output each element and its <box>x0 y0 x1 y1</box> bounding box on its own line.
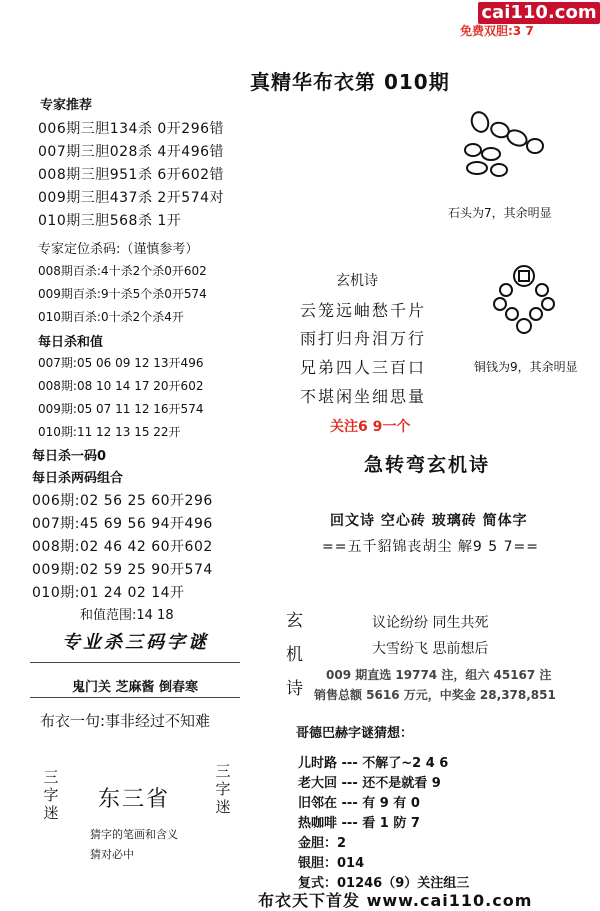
expert-row: 009期三胆437杀 2开574对 <box>38 190 225 206</box>
goldbach-heading: 哥德巴赫字谜猜想： <box>296 726 414 741</box>
goldbach-row: 热咖啡 --- 看 1 防 7 <box>298 816 420 831</box>
riddle-note: 猜对必中 <box>90 848 134 861</box>
coin-caption: 铜钱为9，其余明显 <box>474 360 578 374</box>
stone-caption: 石头为7，其余明显 <box>448 206 552 220</box>
daily-two-row: 009期:02 59 25 90开574 <box>32 562 213 578</box>
goldbach-row: 复式：01246（9）关注组三 <box>298 876 470 891</box>
xuanji-line: 大雪纷飞 思前想后 <box>372 641 489 657</box>
daily-two-heading: 每日杀两码组合 <box>32 471 124 486</box>
poem-types: 回文诗 空心砖 玻璃砖 简体字 <box>330 513 528 529</box>
poem-heading: 玄机诗 <box>336 273 378 289</box>
turn-title: 急转弯玄机诗 <box>364 454 491 476</box>
daily-two-row: 007期:45 69 56 94开496 <box>32 516 213 532</box>
riddle-main: 东三省 <box>98 787 171 812</box>
expert-row: 007期三胆028杀 4开496错 <box>38 144 225 160</box>
riddle-note: 猜字的笔画和含义 <box>90 828 178 841</box>
position-kill-row: 010期百杀:0十杀2个杀4开 <box>38 310 184 324</box>
daily-sum-row: 007期:05 06 09 12 13开496 <box>38 356 204 370</box>
footer-link[interactable]: 布衣天下首发 www.cai110.com <box>258 891 533 910</box>
buyi-line: 布衣一句:事非经过不知难 <box>40 712 211 730</box>
daily-sum-row: 008期:08 10 14 17 20开602 <box>38 379 204 393</box>
position-kill-row: 009期百杀:9十杀5个杀0开574 <box>38 287 207 301</box>
poem-line: 兄弟四人三百口 <box>300 358 427 377</box>
coins-illustration <box>488 260 568 340</box>
expert-heading: 专家推荐 <box>40 98 93 113</box>
sales-line: 009 期直选 19774 注，组六 45167 注 <box>326 668 552 682</box>
xuanji-char: 机 <box>286 645 303 665</box>
goldbach-row: 老大回 --- 还不是就看 9 <box>298 776 441 791</box>
page-title: 真精华布衣第 010期 <box>250 70 450 94</box>
riddle-label-left: 三字迷 <box>43 768 59 822</box>
solution-line: ==五千貂锦丧胡尘 解9 5 7== <box>322 539 539 555</box>
goldbach-row: 银胆：014 <box>298 856 365 871</box>
riddle-label-right: 三字迷 <box>215 762 231 816</box>
stones-illustration <box>455 108 555 180</box>
sales-line: 销售总额 5616 万元，中奖金 28,378,851 <box>314 688 556 702</box>
xuanji-line: 议论纷纷 同生共死 <box>372 615 489 631</box>
daily-two-row: 010期:01 24 02 14开 <box>32 585 185 601</box>
position-kill-row: 008期百杀:4十杀2个杀0开602 <box>38 264 207 278</box>
goldbach-row: 儿时路 --- 不解了~2 4 6 <box>298 756 449 771</box>
poem-line: 云笼远岫愁千片 <box>300 301 427 320</box>
goldbach-row: 旧邻在 --- 有 9 有 0 <box>298 796 420 811</box>
xuanji-char: 玄 <box>286 611 303 631</box>
expert-row: 006期三胆134杀 0开296错 <box>38 121 225 137</box>
daily-sum-row: 009期:05 07 11 12 16开574 <box>38 402 204 416</box>
divider <box>30 697 240 698</box>
expert-row: 008期三胆951杀 6开602错 <box>38 167 225 183</box>
daily-kill-one: 每日杀一码0 <box>32 449 107 464</box>
goldbach-row: 金胆：2 <box>298 836 347 851</box>
daily-sum-heading: 每日杀和值 <box>38 335 104 350</box>
poem-line: 雨打归舟泪万行 <box>300 329 427 348</box>
xuanji-char: 诗 <box>286 679 303 699</box>
divider <box>30 662 240 663</box>
expert-row: 010期三胆568杀 1开 <box>38 213 182 229</box>
poem-line: 不堪闲坐细思量 <box>300 387 427 406</box>
free-double-dan: 免费双胆:3 7 <box>460 24 534 38</box>
riddle-words: 鬼门关 芝麻酱 倒春寒 <box>72 680 199 695</box>
position-kill-heading: 专家定位杀码:（谨慎参考） <box>38 242 199 257</box>
daily-two-row: 008期:02 46 42 60开602 <box>32 539 213 555</box>
daily-two-row: 006期:02 56 25 60开296 <box>32 493 213 509</box>
site-logo[interactable]: cai110.com <box>478 2 600 24</box>
sum-range: 和值范围:14 18 <box>80 608 174 623</box>
focus-note: 关注6 9一个 <box>330 419 411 435</box>
riddle-title: 专业杀三码字谜 <box>62 632 209 653</box>
daily-sum-row: 010期:11 12 13 15 22开 <box>38 425 181 439</box>
